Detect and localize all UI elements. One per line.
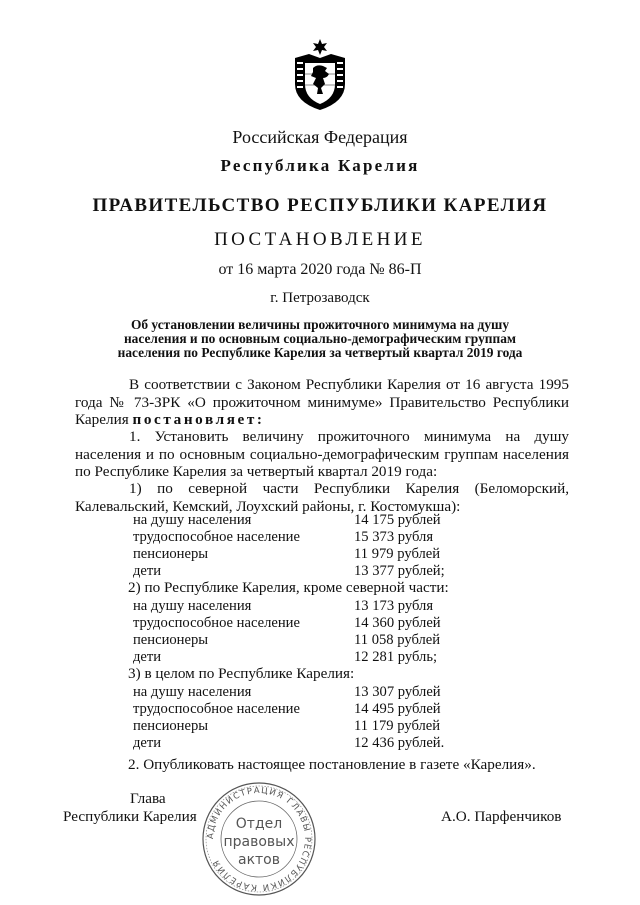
row-label: дети: [133, 649, 162, 665]
title-line: населения и по основным социально-демографическим группам: [123, 331, 517, 346]
section-1-table: [133, 512, 533, 580]
clause-2-paragraph: 2. Опубликовать настоящее постановление в газете «Карелия».: [128, 756, 536, 773]
table-row: [133, 563, 533, 580]
signatory-title-line2: Республики Карелия: [63, 808, 197, 825]
table-row: [133, 529, 533, 546]
stamp-ring-text: АДМИНИСТРАЦИЯ ГЛАВЫ РЕСПУБЛИКИ КАРЕЛИЯ: [205, 785, 313, 893]
row-value: 11 058 рублей: [354, 632, 441, 648]
document-type: ПОСТАНОВЛЕНИЕ: [214, 229, 426, 250]
stamp-center-line2: правовых: [223, 834, 295, 850]
row-label: трудоспособное население: [133, 615, 300, 631]
document-city: г. Петрозаводск: [270, 290, 370, 306]
section-3-heading: 3) в целом по Республике Карелия:: [128, 665, 355, 682]
row-label: на душу населения: [133, 512, 252, 528]
table-row: [133, 632, 533, 649]
row-label: пенсионеры: [133, 718, 209, 734]
clause-1-paragraph: 1. Установить величину прожиточного минимума на душу населения и по основным социально-демографическим группам населения по Республике Карелия за четвертый квартал 2019 года:: [75, 428, 569, 480]
row-value: 12 436 рублей.: [354, 735, 445, 751]
section-2-table: [133, 598, 533, 666]
table-row: [133, 649, 533, 666]
row-value: 14 175 рублей: [354, 512, 441, 528]
signatory-name: А.О. Парфенчиков: [441, 808, 562, 825]
row-value: 14 495 рублей: [354, 701, 441, 717]
row-value: 14 360 рублей: [354, 615, 441, 631]
row-value: 12 281 рубль;: [354, 649, 438, 665]
document-title: [0, 318, 640, 360]
row-value: 15 373 рубля: [354, 529, 434, 545]
row-value: 13 173 рубля: [354, 598, 434, 614]
row-value: 11 979 рублей: [354, 546, 441, 562]
section-2-heading: 2) по Республике Карелия, кроме северной части:: [128, 579, 449, 596]
document-date-number: от 16 марта 2020 года № 86-П: [218, 261, 422, 278]
row-value: 13 307 рублей: [354, 684, 441, 700]
row-label: на душу населения: [133, 684, 252, 700]
table-row: [133, 598, 533, 615]
row-label: пенсионеры: [133, 632, 209, 648]
row-label: пенсионеры: [133, 546, 209, 562]
coat-of-arms-icon: [291, 38, 349, 112]
stamp-center-line1: Отдел: [235, 816, 283, 832]
section-1-heading: 1) по северной части Республики Карелия (Беломорский, Калевальский, Кемский, Лоухский районы, г. Костомукша):: [75, 480, 569, 515]
table-row: [133, 701, 533, 718]
row-label: дети: [133, 735, 162, 751]
row-value: 13 377 рублей;: [354, 563, 445, 579]
republic-heading: Республика Карелия: [220, 156, 420, 175]
title-line: населения по Республике Карелия за четвертый квартал 2019 года: [117, 345, 523, 360]
official-stamp: [200, 780, 318, 898]
row-label: трудоспособное население: [133, 701, 300, 717]
row-label: на душу населения: [133, 598, 252, 614]
table-row: [133, 718, 533, 735]
table-row: [133, 615, 533, 632]
stamp-center-line3: актов: [237, 852, 281, 868]
row-value: 11 179 рублей: [354, 718, 441, 734]
table-row: [133, 546, 533, 563]
table-row: [133, 735, 533, 752]
title-line: Об установлении величины прожиточного минимума на душу: [130, 317, 510, 332]
preamble-paragraph: [75, 376, 569, 429]
table-row: [133, 684, 533, 701]
preamble-text: В соответствии с Законом Республики Карелия от 16 августа 1995 года № 73-ЗРК «О прожиточном минимуме» Правительство Республики Карелия: [75, 376, 569, 428]
federation-heading: Российская Федерация: [232, 127, 408, 147]
resolves-word: постановляет:: [132, 411, 265, 428]
government-heading: ПРАВИТЕЛЬСТВО РЕСПУБЛИКИ КАРЕЛИЯ: [92, 195, 548, 216]
section-3-table: [133, 684, 533, 752]
row-label: дети: [133, 563, 162, 579]
row-label: трудоспособное население: [133, 529, 300, 545]
signatory-title-line1: Глава: [130, 790, 166, 807]
table-row: [133, 512, 533, 529]
